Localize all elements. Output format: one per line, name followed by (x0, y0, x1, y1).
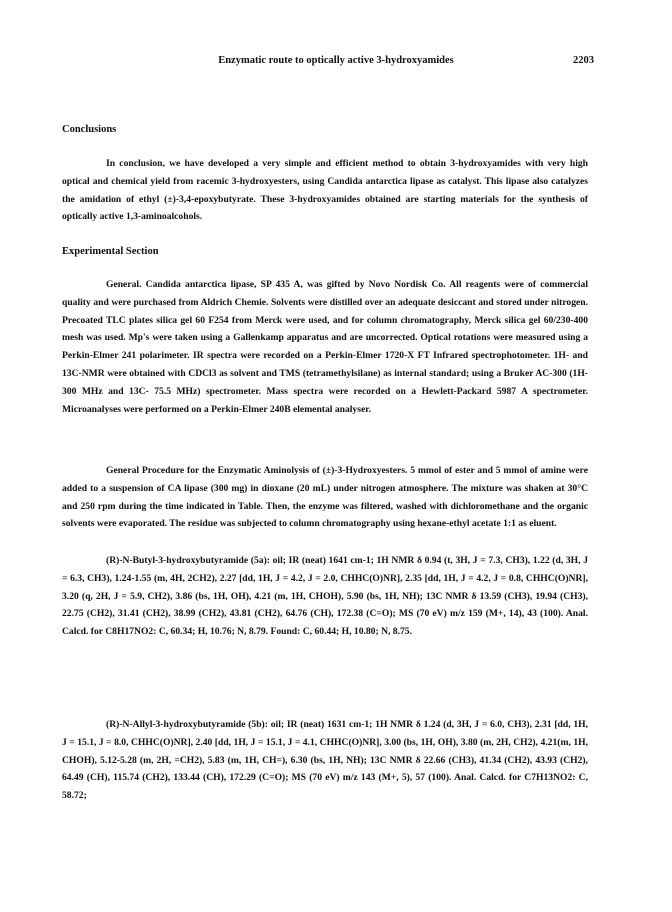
page-number: 2203 (573, 55, 594, 66)
compound-5b-label: (R)-N-Allyl-3-hydroxybutyramide (5b): (106, 719, 268, 730)
general-text: Candida antarctica lipase, SP 435 A, was gifted by Novo Nordisk Co. All reagents were of commercial quality and were purchased from Aldrich Chemie. Solvents were distilled over an adequate desiccant and stored under nitrogen. Precoated TLC plates silica gel 60 F254 from Merck were used, and for column chromatography, Merck silica gel 60/230-400 mesh was used. Mp's were taken using a Gallenkamp apparatus and are uncorrected. Optical rotations were measured using a Perkin-Elmer 241 polarimeter. IR spectra were recorded on a Perkin-Elmer 1720-X FT Infrared spectrophotometer. 1H- and 13C-NMR were obtained with CDCl3 as solvent and TMS (tetramethylsilane) as internal standard; using a Bruker AC-300 (1H- 300 MHz and 13C- 75.5 MHz) spectrometer. Mass spectra were recorded on a Hewlett-Packard 5987 A spectrometer. Microanalyses were performed on a Perkin-Elmer 240B elemental analyser. (62, 279, 588, 415)
compound-5a-paragraph (62, 552, 588, 641)
compound-5b-paragraph (62, 716, 588, 805)
experimental-heading: Experimental Section (62, 246, 159, 257)
compound-5a-label: (R)-N-Butyl-3-hydroxybutyramide (5a): (106, 555, 270, 566)
procedure-text: 5 mmol of ester and 5 mmol of amine were added to a suspension of CA lipase (300 mg) in dioxane (20 mL) under nitrogen atmosphere. The mixture was shaken at 30°C and 250 rpm during the time indicated in Table. Then, the enzyme was filtered, washed with dichloromethane and the organic solvents were evaporated. The residue was subjected to column chromatography using hexane-ethyl acetate 1:1 as eluent. (62, 465, 588, 530)
general-label: General. (106, 279, 142, 290)
general-paragraph (62, 276, 588, 418)
compound-5b-text: oil; IR (neat) 1631 cm-1; 1H NMR δ 1.24 (d, 3H, J = 6.0, CH3), 2.31 [dd, 1H, J = 15.1, J = 8.0, CHHC(O)NR], 2.40 [dd, 1H, J = 15.1, J = 4.1, CHHC(O)NR], 3.00 (bs, 1H, OH), 3.80 (m, 2H, CH2), 4.21(m, 1H, CHOH), 5.12-5.28 (m, 2H, =CH2), 5.83 (m, 1H, CH=), 6.30 (bs, 1H, NH); 13C NMR δ 22.66 (CH3), 41.34 (CH2), 43.93 (CH2), 64.49 (CH), 115.74 (CH2), 133.44 (CH), 172.29 (C=O); MS (70 eV) m/z 143 (M+, 5), 57 (100). Anal. Calcd. for C7H13NO2: C, 58.72; (62, 719, 589, 802)
conclusions-paragraph: In conclusion, we have developed a very simple and efficient method to obtain 3-hydroxyamides with very high optical and chemical yield from racemic 3-hydroxyesters, using Candida antarctica lipase as catalyst. This lipase also catalyzes the amidation of ethyl (±)-3,4-epoxybutyrate. These 3-hydroxyamides obtained are starting materials for the synthesis of optically active 1,3-aminoalcohols. (62, 158, 588, 223)
procedure-paragraph (62, 462, 588, 533)
conclusions-heading: Conclusions (62, 124, 117, 135)
running-header (0, 55, 672, 71)
running-title: Enzymatic route to optically active 3-hydroxyamides (218, 55, 454, 66)
compound-5a-text: oil; IR (neat) 1641 cm-1; 1H NMR δ 0.94 (t, 3H, J = 7.3, CH3), 1.22 (d, 3H, J = 6.3, CH3), 1.24-1.55 (m, 4H, 2CH2), 2.27 [dd, 1H, J = 4.2, J = 2.0, CHHC(O)NR], 2.35 [dd, 1H, J = 4.2, J = 0.8, CHHC(O)NR], 3.20 (q, 2H, J = 5.9, CH2), 3.86 (bs, 1H, OH), 4.21 (m, 1H, CHOH), 5.90 (bs, 1H, NH); 13C NMR δ 13.59 (CH3), 19.94 (CH3), 22.75 (CH2), 31.41 (CH2), 38.99 (CH2), 43.81 (CH2), 64.76 (CH), 172.38 (C=O); MS (70 eV) m/z 159 (M+, 14), 43 (100). Anal. Calcd. for C8H17NO2: C, 60.34; H, 10.76; N, 8.79. Found: C, 60.44; H, 10.80; N, 8.75. (62, 555, 588, 638)
procedure-label: General Procedure for the Enzymatic Aminolysis of (±)-3-Hydroxyesters. (106, 465, 408, 476)
